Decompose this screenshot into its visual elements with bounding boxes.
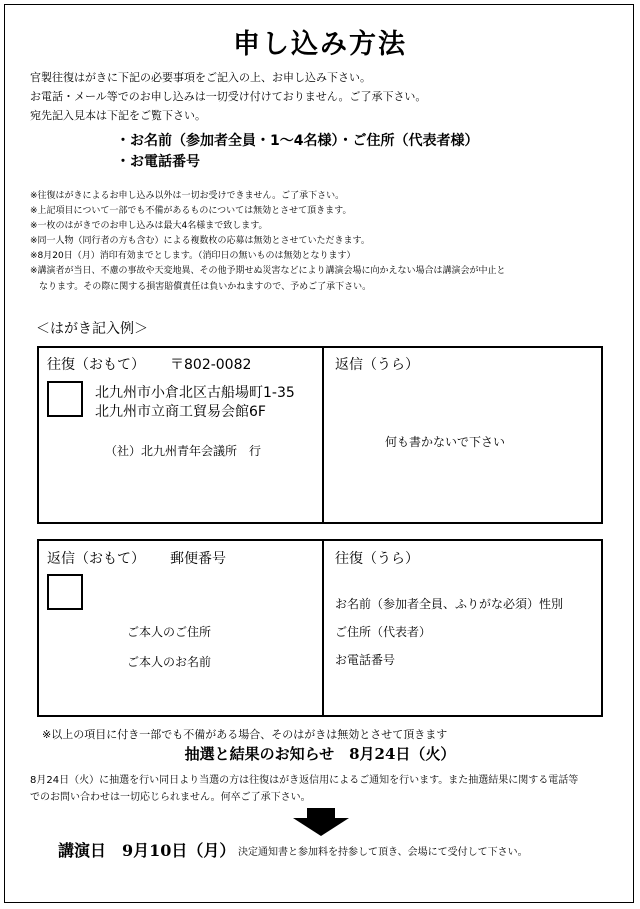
field-name: お名前（参加者全員、ふりがな必須）性別 [335, 597, 564, 611]
reply-back-header: 返信（うら） [335, 357, 419, 373]
note-6: ※講演者が当日、不慮の事故や天変地異、その他予期せぬ災害などにより講演会場に向かえない場合は講演会が中止と [30, 266, 506, 276]
postal-code-box [47, 574, 83, 610]
postcard-example-reply [37, 539, 603, 717]
address-line-2: 北九州市立商工貿易会館6F [95, 404, 266, 420]
invalid-note: ※以上の項目に付き一部でも不備がある場合、そのはがきは無効とさせて頂きます [42, 728, 448, 741]
lottery-body-line-1: 8月24日（火）に抽選を行い同日より当選の方は往復はがき返信用によるご通知を行います。また抽選結果に関する電話等 [30, 775, 579, 786]
outgoing-back-header: 往復（うら） [335, 551, 419, 567]
recipient: （社）北九州青年会議所 行 [105, 444, 262, 458]
note-6-continuation: なります。その際に関する損害賠償責任は負いかねますので、予めご了承下さい。 [39, 282, 372, 292]
intro-line-1: 官製往復はがきに下記の必要事項をご記入の上、お申し込み下さい。 [30, 71, 371, 84]
note-1: ※往復はがきによるお申し込み以外は一切お受けできません。ご了承下さい。 [30, 191, 345, 201]
reply-back-instruction: 何も書かないで下さい [385, 435, 506, 449]
field-phone: お電話番号 [335, 653, 396, 667]
lottery-heading: 抽選と結果のお知らせ 8月24日（火） [184, 745, 456, 763]
address-line-1: 北九州市小倉北区古船場町1-35 [95, 385, 295, 401]
postal-code-box [47, 381, 83, 417]
note-4: ※同一人物（同行者の方も含む）による複数枚の応募は無効とさせていただきます。 [30, 236, 370, 246]
postcard-example-label: ＜はがき記入例＞ [36, 321, 148, 337]
down-arrow-icon [293, 808, 349, 836]
page-title: 申し込み方法 [233, 29, 407, 60]
note-2: ※上記項目について一部でも不備があるものについては無効とさせて頂きます。 [30, 206, 352, 216]
note-3: ※一枚のはがきでのお申し込みは最大4名様まで致します。 [30, 221, 268, 231]
requirement-1: ・お名前（参加者全員・1～4名様）・ご住所（代表者様） [116, 133, 479, 149]
your-address: ご本人のご住所 [127, 625, 212, 639]
field-address: ご住所（代表者） [335, 625, 432, 639]
reply-front-header: 返信（おもて） [47, 551, 145, 567]
intro-line-2: お電話・メール等でのお申し込みは一切受け付けておりません。ご了承下さい。 [30, 90, 427, 103]
your-name: ご本人のお名前 [127, 655, 212, 669]
card-divider [322, 348, 324, 522]
card-divider [322, 541, 324, 715]
lecture-date: 講演日 9月10日（月） [58, 841, 236, 860]
postal-code: 〒802-0082 [170, 357, 252, 373]
note-5: ※8月20日（月）消印有効までとします。（消印日の無いものは無効となります） [30, 251, 356, 261]
lottery-body-line-2: でのお問い合わせは一切応じられません。何卒ご了承下さい。 [30, 792, 311, 803]
postcard-example-outgoing [37, 346, 603, 524]
requirement-2: ・お電話番号 [116, 154, 200, 170]
postal-code-label: 郵便番号 [170, 551, 226, 567]
lecture-note: 決定通知書と参加料を持参して頂き、会場にて受付して下さい。 [238, 847, 528, 858]
outgoing-front-header: 往復（おもて） [47, 357, 145, 373]
intro-line-3: 宛先記入見本は下記をご覧下さい。 [30, 109, 206, 122]
